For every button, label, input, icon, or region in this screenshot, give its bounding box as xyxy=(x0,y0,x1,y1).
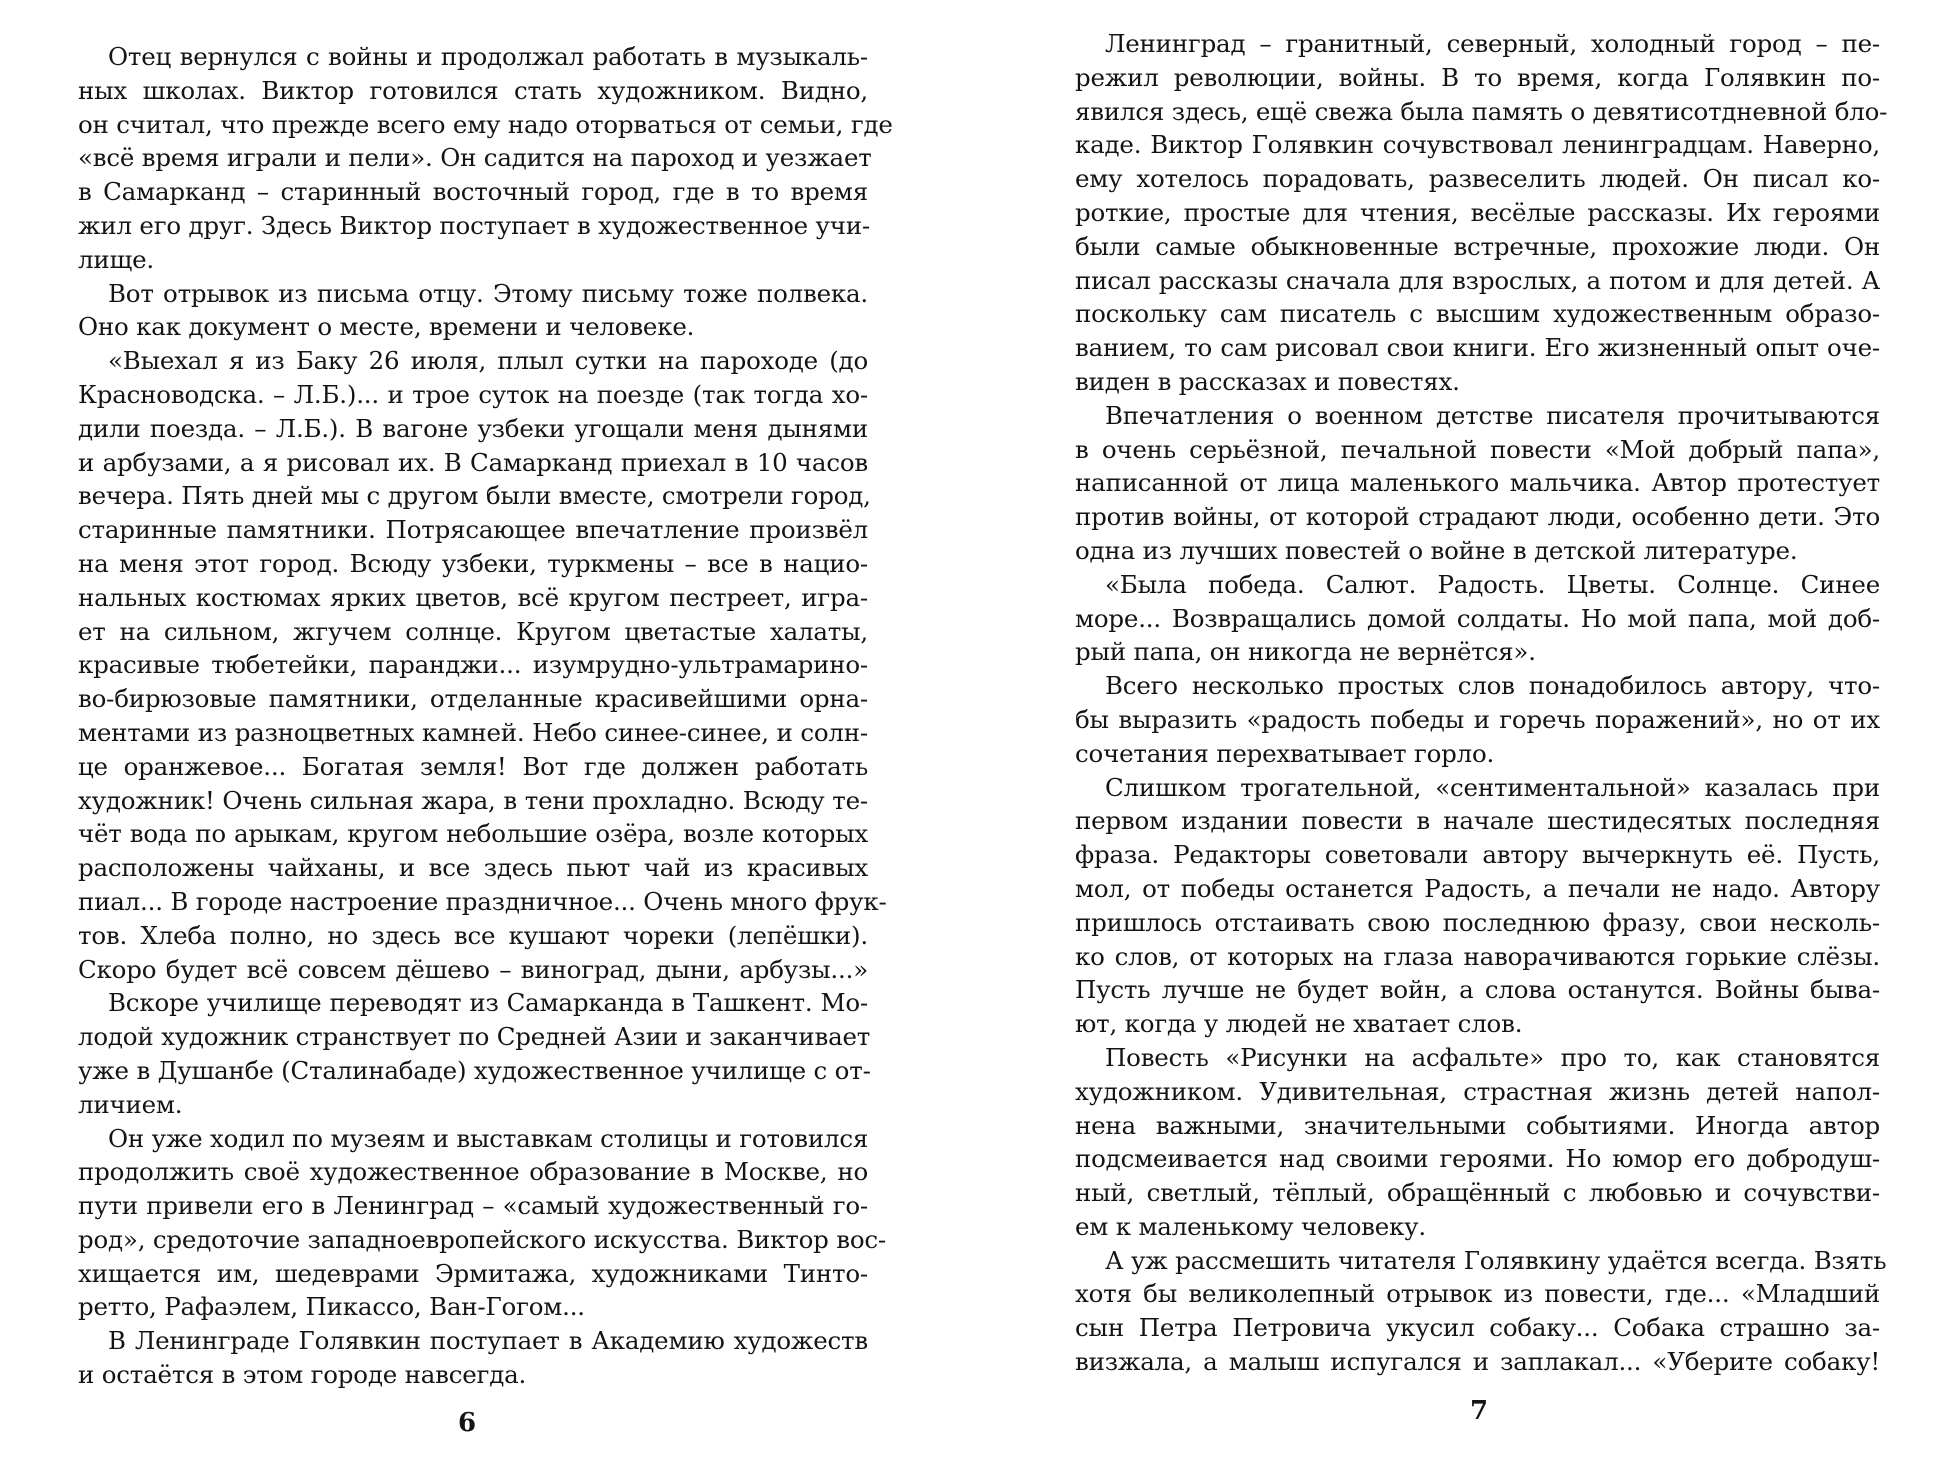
text-line: виден в рассказах и повестях. xyxy=(1075,366,1460,396)
text-line: расположены чайханы, и все здесь пьют чай из красивых xyxy=(78,853,868,883)
text-line: были самые обыкновенные встречные, прохожие люди. Он xyxy=(1075,231,1880,261)
text-line: ный, светлый, тёплый, обращённый с любовью и сочувстви- xyxy=(1075,1178,1880,1208)
text-line: Ленинград – гранитный, северный, холодный город – пе- xyxy=(1105,29,1880,58)
text-line: це оранжевое... Богатая земля! Вот где должен работать xyxy=(78,751,868,781)
text-line: нальных костюмах ярких цветов, всё кругом пестреет, игра- xyxy=(78,582,868,612)
text-line: Впечатления о военном детстве писателя прочитываются xyxy=(1105,400,1880,430)
text-line: ет на сильном, жгучем солнце. Кругом цветастые халаты, xyxy=(78,616,868,646)
text-line: «Выехал я из Баку 26 июля, плыл сутки на пароходе (до xyxy=(108,346,868,376)
text-line: Слишком трогательной, «сентиментальной» казалась при xyxy=(1105,772,1880,802)
text-line: сочетания перехватывает горло. xyxy=(1075,738,1495,768)
text-line: роткие, простые для чтения, весёлые рассказы. Их героями xyxy=(1075,197,1880,227)
text-line: Вот отрывок из письма отцу. Этому письму тоже полвека. xyxy=(108,278,868,308)
text-line: старинные памятники. Потрясающее впечатление произвёл xyxy=(78,515,868,545)
text-line: дили поезда. – Л.Б.). В вагоне узбеки угощали меня дынями xyxy=(78,413,868,443)
text-line: Красноводска. – Л.Б.)... и трое суток на поезде (так тогда хо- xyxy=(78,379,868,409)
text-line: во-бирюзовые памятники, отделанные красивейшими орна- xyxy=(78,684,868,714)
text-line: фраза. Редакторы советовали автору вычеркнуть её. Пусть, xyxy=(1075,840,1880,870)
text-line: в Самарканд – старинный восточный город, где в то время xyxy=(78,177,868,207)
text-line: ментами из разноцветных камней. Небо синее-синее, и солн- xyxy=(78,717,868,747)
text-line: лище. xyxy=(78,244,154,274)
text-line: одна из лучших повестей о войне в детской литературе. xyxy=(1075,535,1798,565)
text-line: бы выразить «радость победы и горечь поражений», но от их xyxy=(1075,704,1880,734)
text-line: подсмеивается над своими героями. Но юмор его добродуш- xyxy=(1075,1144,1880,1174)
text-line: Он уже ходил по музеям и выставкам столицы и готовился xyxy=(108,1123,869,1153)
text-line: лодой художник странствует по Средней Азии и заканчивает xyxy=(78,1022,871,1052)
text-line: В Ленинграде Голявкин поступает в Академию художеств xyxy=(108,1326,868,1356)
text-line: Повесть «Рисунки на асфальте» про то, как становятся xyxy=(1105,1042,1880,1072)
text-line: хищается им, шедеврами Эрмитажа, художниками Тинто- xyxy=(78,1258,868,1288)
text-line: ванием, то сам рисовал свои книги. Его жизненный опыт оче- xyxy=(1075,333,1880,363)
text-line: и остаётся в этом городе навсегда. xyxy=(78,1360,527,1390)
text-line: хотя бы великолепный отрывок из повести, где... «Младший xyxy=(1075,1279,1880,1309)
page-number: 7 xyxy=(1470,1396,1489,1426)
page-number: 6 xyxy=(458,1408,477,1438)
text-line: писал рассказы сначала для взрослых, а потом и для детей. А xyxy=(1075,265,1880,295)
text-line: ных школах. Виктор готовился стать художником. Видно, xyxy=(78,75,868,105)
text-line: жил его друг. Здесь Виктор поступает в художественное учи- xyxy=(78,210,870,240)
text-line: Отец вернулся с войны и продолжал работать в музыкаль- xyxy=(108,42,868,71)
right-page-text xyxy=(1075,27,1888,1379)
text-line: Вскоре училище переводят из Самарканда в Ташкент. Мо- xyxy=(108,988,868,1018)
text-line: пришлось отстаивать свою последнюю фразу, свои несколь- xyxy=(1075,907,1880,937)
text-line: вечера. Пять дней мы с другом были вместе, смотрели город, xyxy=(78,481,871,511)
text-line: поскольку сам писатель с высшим художественным образо- xyxy=(1075,299,1880,329)
text-line: красивые тюбетейки, паранджи... изумрудно-ультрамарино- xyxy=(78,650,868,680)
text-line: художник! Очень сильная жара, в тени прохладно. Всюду те- xyxy=(78,785,868,815)
text-line: пути привели его в Ленинград – «самый художественный го- xyxy=(78,1191,868,1221)
text-line: визжала, а малыш испугался и заплакал... «Уберите собаку! xyxy=(1075,1347,1880,1377)
text-line: каде. Виктор Голявкин сочувствовал ленинградцам. Наверно, xyxy=(1075,130,1880,160)
text-line: режил революции, войны. В то время, когда Голявкин по- xyxy=(1075,62,1880,92)
text-line: ют, когда у людей не хватает слов. xyxy=(1075,1009,1523,1039)
text-line: и арбузами, а я рисовал их. В Самарканд приехал в 10 часов xyxy=(78,447,868,477)
text-line: уже в Душанбе (Сталинабаде) художественное училище с от- xyxy=(78,1055,871,1085)
text-line: личием. xyxy=(78,1089,183,1119)
text-line: сын Петра Петровича укусил собаку... Собака страшно за- xyxy=(1075,1313,1880,1343)
text-line: первом издании повести в начале шестидесятых последняя xyxy=(1075,806,1880,836)
text-line: явился здесь, ещё свежа была память о девятисотдневной бло- xyxy=(1075,96,1888,126)
text-line: на меня этот город. Всюду узбеки, туркмены – все в нацио- xyxy=(78,548,868,578)
text-line: нена важными, значительными событиями. Иногда автор xyxy=(1075,1110,1880,1140)
text-line: А уж рассмешить читателя Голявкину удаётся всегда. Взять xyxy=(1105,1245,1887,1275)
text-line: Пусть лучше не будет войн, а слова останутся. Войны быва- xyxy=(1075,975,1880,1005)
text-line: чёт вода по арыкам, кругом небольшие озёра, возле которых xyxy=(78,819,868,849)
text-line: ему хотелось порадовать, развеселить людей. Он писал ко- xyxy=(1075,164,1880,194)
text-line: против войны, от которой страдают люди, особенно дети. Это xyxy=(1075,502,1880,532)
text-line: Всего несколько простых слов понадобилось автору, что- xyxy=(1105,671,1880,701)
text-line: Скоро будет всё совсем дёшево – виноград, дыни, арбузы...» xyxy=(78,954,868,984)
text-line: «Была победа. Салют. Радость. Цветы. Солнце. Синее xyxy=(1105,569,1880,599)
text-line: художником. Удивительная, страстная жизнь детей напол- xyxy=(1075,1076,1880,1106)
text-line: ем к маленькому человеку. xyxy=(1075,1211,1426,1241)
text-line: написанной от лица маленького мальчика. Автор протестует xyxy=(1075,468,1880,498)
text-line: Оно как документ о месте, времени и человеке. xyxy=(78,312,695,342)
text-line: ко слов, от которых на глаза наворачиваются горькие слёзы. xyxy=(1075,941,1880,971)
text-line: род», средоточие западноевропейского искусства. Виктор вос- xyxy=(78,1224,886,1254)
text-line: тов. Хлеба полно, но здесь все кушают чореки (лепёшки). xyxy=(78,920,868,950)
text-line: пиал... В городе настроение праздничное... Очень много фрук- xyxy=(78,886,887,916)
text-line: мол, от победы останется Радость, а печали не надо. Автору xyxy=(1075,873,1880,903)
text-line: ретто, Рафаэлем, Пикассо, Ван-Гогом... xyxy=(78,1292,585,1322)
text-line: «всё время играли и пели». Он садится на пароход и уезжает xyxy=(78,143,872,173)
text-line: рый папа, он никогда не вернётся». xyxy=(1075,637,1536,667)
text-line: продолжить своё художественное образование в Москве, но xyxy=(78,1157,868,1187)
text-line: в очень серьёзной, печальной повести «Мой добрый папа», xyxy=(1075,434,1880,464)
text-line: он считал, что прежде всего ему надо оторваться от семьи, где xyxy=(78,109,893,139)
left-page-text xyxy=(78,40,893,1392)
text-line: море... Возвращались домой солдаты. Но мой папа, мой доб- xyxy=(1075,603,1880,633)
